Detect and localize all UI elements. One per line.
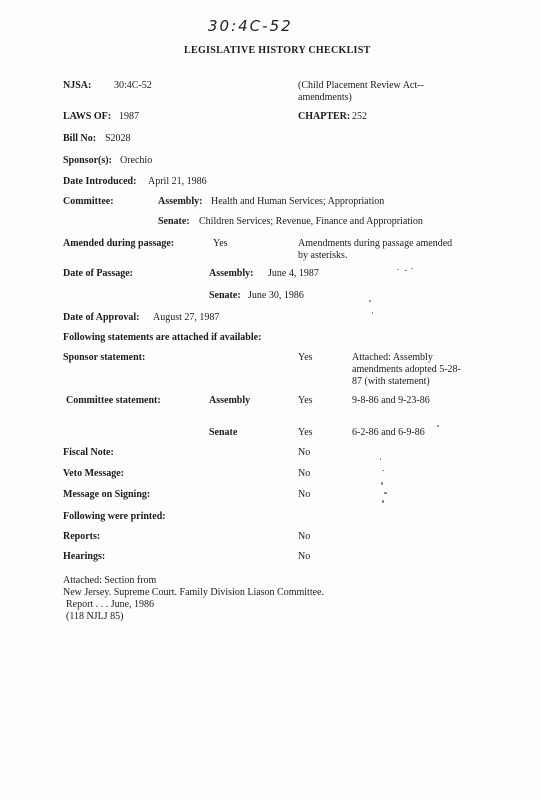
sponsor-statement-note-line2: amendments adopted 5-28- [352, 364, 461, 375]
date-of-passage-label: Date of Passage: [63, 268, 133, 279]
passage-senate-value: June 30, 1986 [248, 290, 304, 301]
committee-statement-assembly-value: Yes [298, 395, 313, 406]
veto-message-value: No [298, 468, 311, 479]
sponsor-statement-label: Sponsor statement: [63, 352, 146, 363]
message-on-signing-value: No [298, 489, 311, 500]
statements-heading: Following statements are attached if available: [63, 332, 262, 343]
amended-note-line1: Amendments during passage amended [298, 238, 453, 249]
attached-line1: Attached: Section from [63, 575, 157, 586]
fiscal-note-value: No [298, 447, 311, 458]
sponsors-value: Orechio [120, 155, 153, 166]
attached-line2: New Jersey. Supreme Court. Family Division Liason Committee. [63, 587, 324, 598]
attached-line3: Report . . . June, 1986 [66, 599, 155, 610]
attached-line4: (118 NJLJ 85) [66, 611, 124, 622]
committee-statement-senate-label: Senate [209, 427, 238, 438]
passage-assembly-label: Assembly: [209, 268, 254, 279]
passage-assembly-value: June 4, 1987 [268, 268, 319, 279]
amended-value: Yes [213, 238, 228, 249]
committee-statement-label: Committee statement: [66, 395, 161, 406]
message-on-signing-label: Message on Signing: [63, 489, 151, 500]
chapter-label: CHAPTER: [298, 111, 351, 122]
njsa-value: 30:4C-52 [114, 80, 152, 91]
laws-of-value: 1987 [119, 111, 139, 122]
printed-heading: Following were printed: [63, 511, 166, 522]
passage-senate-label: Senate: [209, 290, 241, 301]
bill-no-value: S2028 [105, 133, 131, 144]
veto-message-label: Veto Message: [63, 468, 125, 479]
act-name-line2: amendments) [298, 92, 352, 103]
committee-statement-senate-value: Yes [298, 427, 313, 438]
sponsor-statement-note-line1: Attached: Assembly [352, 352, 433, 363]
reports-label: Reports: [63, 531, 101, 542]
page-title: LEGISLATIVE HISTORY CHECKLIST [184, 45, 371, 56]
act-name-line1: (Child Placement Review Act-- [298, 80, 424, 91]
bill-no-label: Bill No: [63, 133, 97, 144]
committee-statement-assembly-label: Assembly [209, 395, 251, 406]
reports-value: No [298, 531, 311, 542]
committee-assembly-label: Assembly: [158, 196, 203, 207]
committee-senate-label: Senate: [158, 216, 190, 227]
committee-label: Committee: [63, 196, 114, 207]
laws-of-label: LAWS OF: [63, 111, 112, 122]
date-of-approval-value: August 27, 1987 [153, 312, 220, 323]
committee-statement-senate-note: 6-2-86 and 6-9-86 [352, 427, 425, 438]
date-introduced-value: April 21, 1986 [148, 176, 207, 187]
date-of-approval-label: Date of Approval: [63, 312, 140, 323]
hearings-label: Hearings: [63, 551, 106, 562]
sponsor-statement-note-line3: 87 (with statement) [352, 376, 430, 387]
date-introduced-label: Date Introduced: [63, 176, 137, 187]
committee-senate-value: Children Services; Revenue, Finance and Appropriation [199, 216, 423, 227]
chapter-value: 252 [352, 111, 367, 122]
amended-label: Amended during passage: [63, 238, 175, 249]
fiscal-note-label: Fiscal Note: [63, 447, 114, 458]
committee-assembly-value: Health and Human Services; Appropriation [211, 196, 385, 207]
committee-statement-assembly-note: 9-8-86 and 9-23-86 [352, 395, 430, 406]
sponsor-statement-value: Yes [298, 352, 313, 363]
handwritten-number: 30:4C-52 [208, 17, 293, 35]
hearings-value: No [298, 551, 311, 562]
njsa-label: NJSA: [63, 80, 92, 91]
amended-note-line2: by asterisks. [298, 250, 348, 261]
sponsors-label: Sponsor(s): [63, 155, 112, 166]
